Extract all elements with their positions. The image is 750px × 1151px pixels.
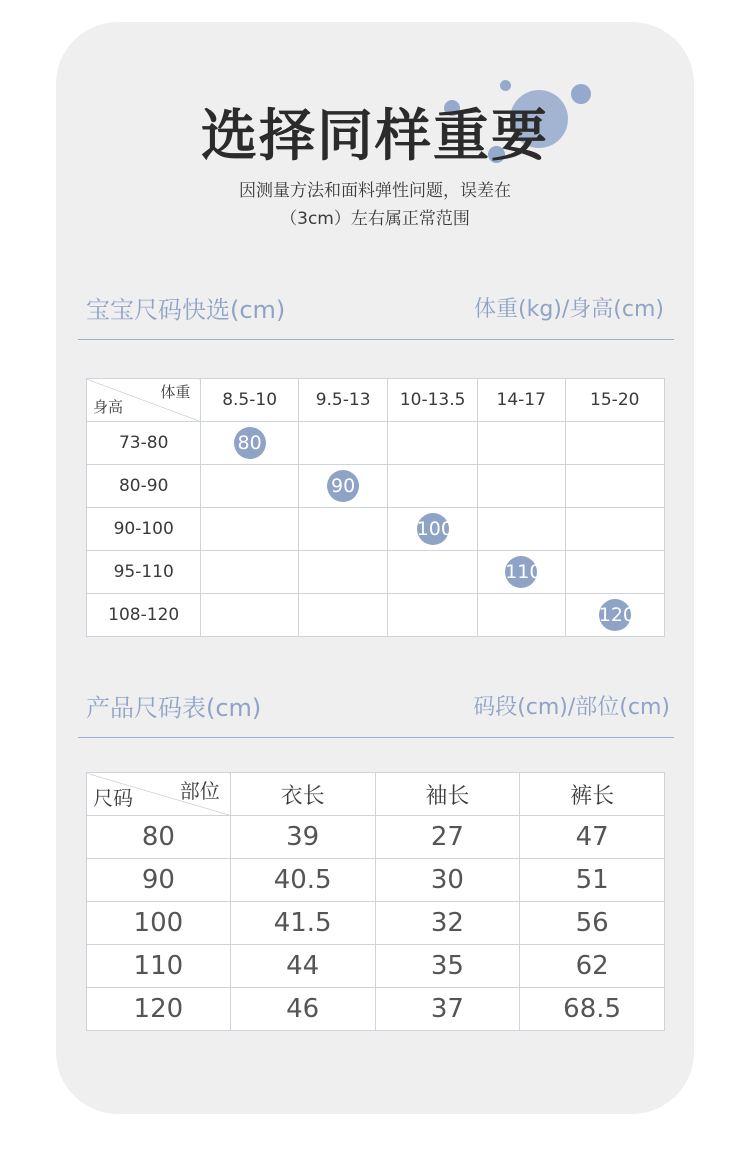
corner-label-part: 部位	[179, 779, 220, 803]
decor-bubble-tiny	[500, 80, 511, 91]
height-label: 73-80	[87, 422, 201, 465]
size-table-heading: 产品尺码表(cm)	[86, 694, 262, 722]
table-row	[87, 508, 665, 551]
table-corner-cell	[87, 773, 231, 816]
height-label: 80-90	[87, 465, 201, 508]
value-cell: 27	[375, 816, 520, 859]
size-badge: 80	[234, 427, 266, 459]
size-badge: 90	[327, 470, 359, 502]
table-row	[87, 422, 665, 465]
size-badge: 120	[599, 599, 631, 631]
height-label: 90-100	[87, 508, 201, 551]
size-cell: 110	[87, 945, 231, 988]
weight-header: 15-20	[565, 379, 665, 422]
value-cell: 51	[520, 859, 665, 902]
size-badge: 100	[417, 513, 449, 545]
section-divider	[78, 339, 674, 340]
weight-header: 9.5-13	[298, 379, 388, 422]
table-row	[87, 816, 665, 859]
size-cell: 80	[87, 816, 231, 859]
value-cell: 41.5	[230, 902, 375, 945]
size-cell: 120	[87, 988, 231, 1031]
weight-header: 10-13.5	[388, 379, 478, 422]
quick-select-heading: 宝宝尺码快选(cm)	[86, 296, 286, 324]
value-cell: 37	[375, 988, 520, 1031]
quick-select-table	[86, 378, 665, 637]
size-table-units: 码段(cm)/部位(cm)	[473, 695, 670, 720]
column-header: 袖长	[375, 773, 520, 816]
height-label: 108-120	[87, 594, 201, 637]
value-cell: 62	[520, 945, 665, 988]
corner-label-size: 尺码	[93, 786, 133, 810]
weight-header: 8.5-10	[201, 379, 298, 422]
table-row	[87, 551, 665, 594]
value-cell: 47	[520, 816, 665, 859]
table-row	[87, 988, 665, 1031]
value-cell: 35	[375, 945, 520, 988]
size-chart-table	[86, 772, 665, 1031]
page-title: 选择同样重要	[201, 104, 549, 169]
size-cell: 90	[87, 859, 231, 902]
table-corner-cell	[87, 379, 201, 422]
size-badge: 110	[505, 556, 537, 588]
value-cell: 30	[375, 859, 520, 902]
corner-label-height: 身高	[93, 398, 124, 416]
table-row	[87, 945, 665, 988]
value-cell: 32	[375, 902, 520, 945]
height-label: 95-110	[87, 551, 201, 594]
weight-header: 14-17	[477, 379, 565, 422]
table-row	[87, 859, 665, 902]
value-cell: 40.5	[230, 859, 375, 902]
subtitle-line-1: 因测量方法和面料弹性问题，误差在	[239, 181, 511, 201]
value-cell: 56	[520, 902, 665, 945]
column-header: 衣长	[230, 773, 375, 816]
value-cell: 68.5	[520, 988, 665, 1031]
table-row	[87, 594, 665, 637]
value-cell: 46	[230, 988, 375, 1031]
column-header: 裤长	[520, 773, 665, 816]
section-divider	[78, 737, 674, 738]
table-row	[87, 902, 665, 945]
value-cell: 39	[230, 816, 375, 859]
size-cell: 100	[87, 902, 231, 945]
quick-select-units: 体重(kg)/身高(cm)	[474, 297, 664, 322]
table-row	[87, 465, 665, 508]
subtitle-line-2: （3cm）左右属正常范围	[280, 209, 470, 229]
corner-label-weight: 体重	[160, 383, 191, 401]
value-cell: 44	[230, 945, 375, 988]
